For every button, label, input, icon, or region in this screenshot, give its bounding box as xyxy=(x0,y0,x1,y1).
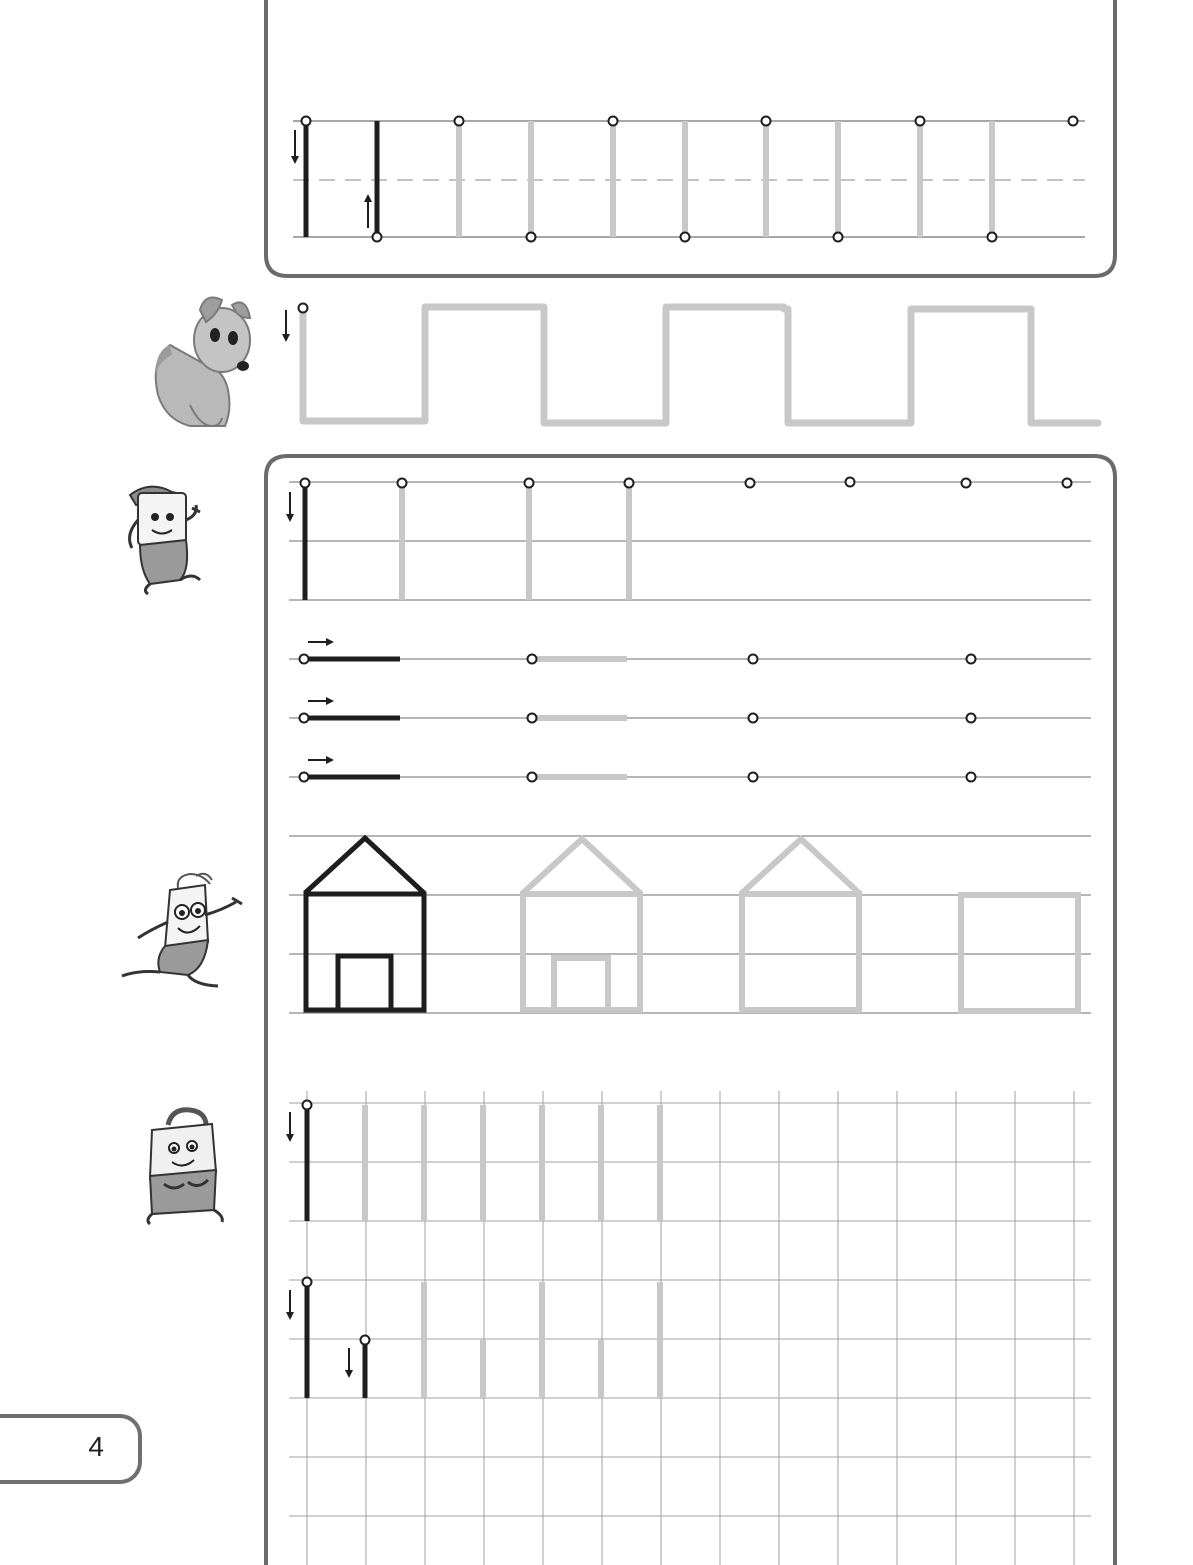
start-dot xyxy=(1069,117,1078,126)
houses-exercise xyxy=(289,836,1091,1013)
start-dot xyxy=(846,478,855,487)
start-dot xyxy=(455,117,464,126)
start-dot xyxy=(303,1101,312,1110)
start-dot xyxy=(525,479,534,488)
page-number: 4 xyxy=(88,1431,104,1462)
start-dot xyxy=(527,233,536,242)
start-dot xyxy=(916,117,925,126)
start-dot xyxy=(1063,479,1072,488)
start-dot xyxy=(962,479,971,488)
start-dot xyxy=(300,773,309,782)
start-dot xyxy=(528,714,537,723)
start-dot xyxy=(834,233,843,242)
start-dot xyxy=(300,714,309,723)
start-dot xyxy=(300,655,309,664)
start-dot xyxy=(967,714,976,723)
vertical-strokes-exercise xyxy=(293,117,1085,242)
puppy-illustration xyxy=(155,298,250,426)
start-dot xyxy=(749,773,758,782)
start-dot xyxy=(749,655,758,664)
cap-character-illustration xyxy=(130,487,200,594)
start-dot xyxy=(303,1278,312,1287)
start-dot xyxy=(361,1336,370,1345)
meander-trace-line xyxy=(303,307,1098,423)
start-dot xyxy=(681,233,690,242)
start-dot xyxy=(609,117,618,126)
grid-exercise xyxy=(289,1091,1091,1565)
house-sample xyxy=(305,838,424,1010)
start-dot xyxy=(302,117,311,126)
start-dot xyxy=(528,655,537,664)
house-trace xyxy=(961,895,1078,1011)
house-trace xyxy=(742,839,859,1010)
page-number-tab xyxy=(0,1414,142,1484)
start-dot xyxy=(988,233,997,242)
start-dot xyxy=(301,479,310,488)
start-dot xyxy=(749,714,758,723)
handle-character-illustration xyxy=(148,1110,222,1224)
start-dot xyxy=(625,479,634,488)
house-trace xyxy=(523,839,640,1010)
pointing-character-illustration xyxy=(122,874,242,986)
start-dot xyxy=(398,479,407,488)
start-dot xyxy=(746,479,755,488)
start-dot xyxy=(528,773,537,782)
start-dot xyxy=(299,304,308,313)
start-dot xyxy=(967,773,976,782)
sticks-exercise xyxy=(289,478,1091,601)
meander-exercise xyxy=(286,304,1098,424)
start-dot xyxy=(967,655,976,664)
start-dot xyxy=(373,233,382,242)
start-dot xyxy=(762,117,771,126)
dashes-exercise xyxy=(289,642,1091,782)
